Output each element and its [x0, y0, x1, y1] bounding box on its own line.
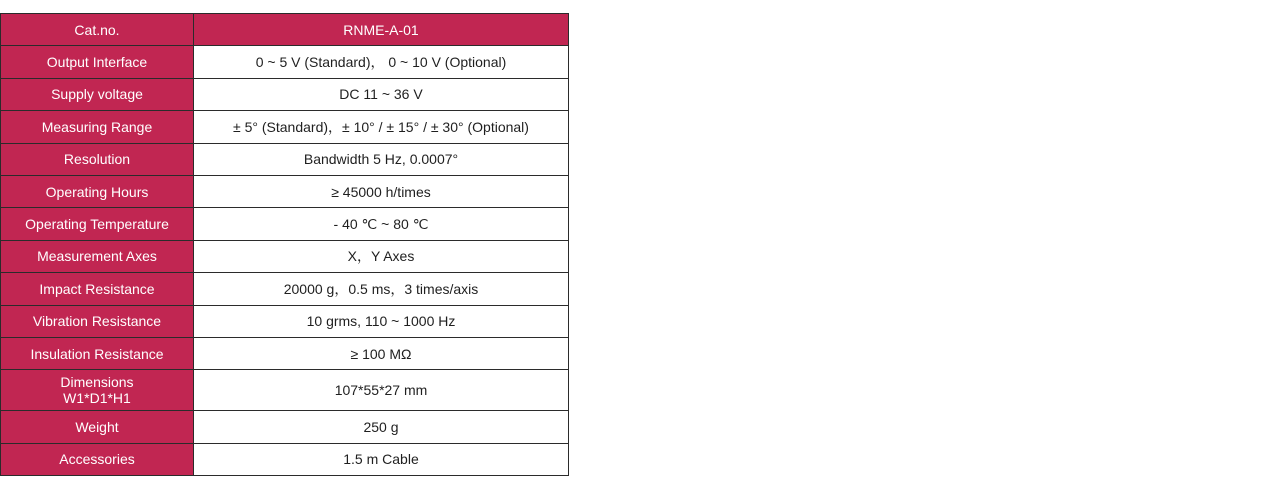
table-row: [1, 443, 569, 475]
row-label-line2: W1*D1*H1: [63, 390, 131, 407]
row-label: [1, 370, 194, 411]
row-label: Output Interface: [1, 46, 194, 78]
table-row: [1, 337, 569, 369]
row-label: Operating Temperature: [1, 208, 194, 240]
spec-table: [0, 13, 569, 476]
row-value: 0 ~ 5 V (Standard)， 0 ~ 10 V (Optional): [194, 46, 569, 78]
row-value: X，Y Axes: [194, 240, 569, 272]
row-value: - 40 ℃ ~ 80 ℃: [194, 208, 569, 240]
row-value: 107*55*27 mm: [194, 370, 569, 411]
table-row: [1, 78, 569, 110]
row-value: DC 11 ~ 36 V: [194, 78, 569, 110]
table-row: [1, 143, 569, 175]
table-row-header: [1, 14, 569, 46]
table-row: [1, 305, 569, 337]
table-row: [1, 273, 569, 305]
row-label: Impact Resistance: [1, 273, 194, 305]
table-row: [1, 240, 569, 272]
row-label: Measuring Range: [1, 111, 194, 143]
row-value: ≥ 100 MΩ: [194, 337, 569, 369]
row-label-line1: Dimensions: [60, 374, 134, 391]
table-row: [1, 46, 569, 78]
table-row: [1, 411, 569, 443]
row-label: Cat.no.: [1, 14, 194, 46]
row-value: ± 5° (Standard)，± 10° / ± 15° / ± 30° (Optional): [194, 111, 569, 143]
row-label: Resolution: [1, 143, 194, 175]
row-value: 250 g: [194, 411, 569, 443]
row-label: Measurement Axes: [1, 240, 194, 272]
spec-table-container: [0, 13, 569, 476]
row-value: RNME-A-01: [194, 14, 569, 46]
row-value: ≥ 45000 h/times: [194, 175, 569, 207]
row-value: 20000 g，0.5 ms，3 times/axis: [194, 273, 569, 305]
row-label: Vibration Resistance: [1, 305, 194, 337]
row-label: Supply voltage: [1, 78, 194, 110]
table-row: [1, 208, 569, 240]
table-row: [1, 370, 569, 411]
table-row: [1, 111, 569, 143]
row-label: Operating Hours: [1, 175, 194, 207]
row-label: Insulation Resistance: [1, 337, 194, 369]
row-value: Bandwidth 5 Hz, 0.0007°: [194, 143, 569, 175]
row-label: Accessories: [1, 443, 194, 475]
row-label: Weight: [1, 411, 194, 443]
row-value: 10 grms, 110 ~ 1000 Hz: [194, 305, 569, 337]
row-value: 1.5 m Cable: [194, 443, 569, 475]
table-row: [1, 175, 569, 207]
